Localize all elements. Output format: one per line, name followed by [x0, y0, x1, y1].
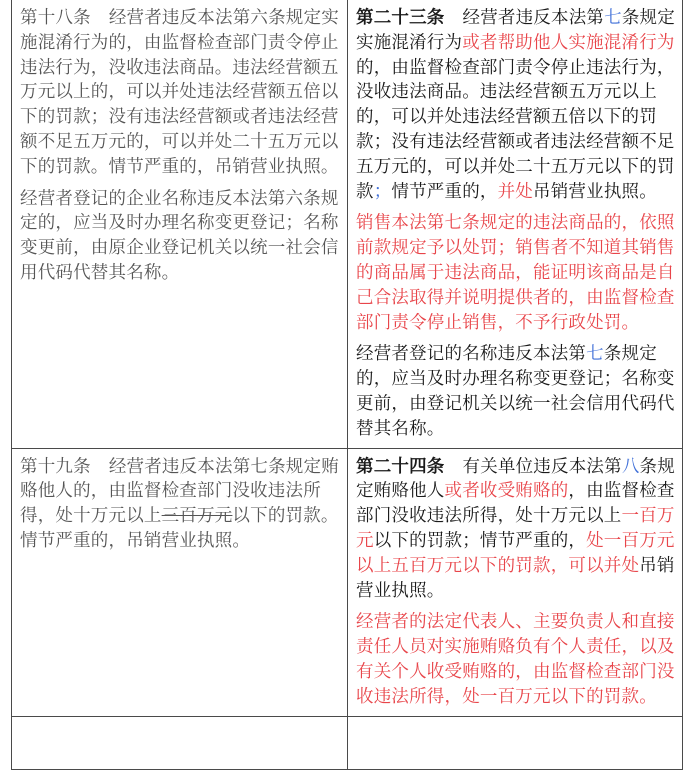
- article-text: 情节严重的，: [391, 181, 498, 202]
- article-text: 条规定实施混淆行为: [356, 8, 675, 53]
- new-article-23-paragraph-1: [356, 6, 675, 204]
- article-number: 第二十三条: [356, 8, 445, 28]
- table-row: [12, 448, 683, 716]
- table-row: [12, 716, 683, 769]
- new-article-24-cell: [348, 448, 683, 716]
- article-text: ，由监督检查部门没收违法所得，处十万元以上: [356, 481, 675, 527]
- old-article-18-paragraph-2: 经营者登记的企业名称违反本法第六条规定的，应当及时办理名称变更登记；名称变更前，由原企业登记机关以统一社会信用代码代替其名称。: [20, 188, 339, 283]
- changed-text: 七: [586, 344, 604, 365]
- new-article-24-paragraph-1: [356, 455, 675, 604]
- article-number: 第十九条: [20, 456, 91, 477]
- article-text: 经营者违反本法第: [462, 8, 605, 28]
- added-text: 并处: [497, 181, 534, 202]
- article-text: 吊销营业执照。: [356, 555, 675, 601]
- old-next-article-cell: [12, 716, 348, 769]
- added-text: 一百万元: [356, 506, 675, 551]
- new-article-23-cell: [348, 0, 683, 448]
- new-article-24-paragraph-2: 经营者的法定代表人、主要负责人和直接责任人员对实施贿赂负有个人责任，以及有关个人收受贿赂的，由监督检查部门没收违法所得，处一百万元以下的罚款。: [356, 612, 675, 707]
- changed-text: ；: [373, 181, 392, 202]
- new-article-23-paragraph-3: [356, 342, 675, 441]
- article-text: 以下的罚款。情节严重的，吊销营业执照。: [20, 506, 339, 551]
- new-next-article-cell: [348, 716, 683, 769]
- article-text: 经营者违反本法第六条规定实施混淆行为的，由监督检查部门责令停止违法行为，没收违法商品。违法经营额五万元以上的，可以并处违法经营额五倍以下的罚款；没有违法经营额或者违法经营额不足五万元的，可以并处二十五万元以下的罚款。情节严重的，吊销营业执照。: [20, 8, 339, 177]
- old-article-19-paragraph-1: [20, 455, 340, 554]
- article-text: 条规定的，应当及时办理名称变更登记；名称变更前，由登记机关以统一社会信用代码代替其名称。: [356, 344, 675, 439]
- article-number: 第十八条: [20, 8, 91, 28]
- old-article-18-paragraph-1: [20, 6, 340, 180]
- article-text: 吊销营业执照。: [533, 181, 657, 202]
- added-text: 或者收受贿赂的: [444, 481, 569, 502]
- article-text: 以下的罚款；情节严重的，: [373, 530, 587, 551]
- old-article-19-cell: [12, 448, 348, 716]
- changed-text: 七: [604, 8, 622, 28]
- article-text: 有关单位违反本法第: [462, 456, 622, 477]
- added-text: 或者帮助他人实施混淆行为: [462, 32, 675, 53]
- added-text: 处一百万元以上五百万元以下的罚款，可以并处: [356, 530, 675, 576]
- article-text: 经营者登记的名称违反本法第: [356, 344, 587, 365]
- article-number: 第二十四条: [356, 456, 445, 477]
- old-article-18-cell: [12, 0, 348, 448]
- new-article-23-paragraph-2: 销售本法第七条规定的违法商品的，依照前款规定予以处罚；销售者不知道其销售的商品属于违法商品，能证明该商品是自己合法取得并说明提供者的，由监督检查部门责令停止销售，不予行政处罚。: [356, 213, 675, 333]
- changed-text: 八: [621, 456, 640, 477]
- article-text: 经营者违反本法第七条规定贿赂他人的，由监督检查部门没收违法所得，处十万元以上: [20, 456, 339, 527]
- deleted-text: 三百万元: [161, 506, 233, 527]
- comparison-table: [11, 0, 683, 770]
- article-text: 的，由监督检查部门责令停止违法行为，没收违法商品。违法经营额五万元以上的，可以并处违法经营额五倍以下的罚款；没有违法经营额或者违法经营额不足五万元的，可以并处二十五万元以下的罚款: [356, 57, 675, 202]
- article-text: 条规定贿赂他人: [356, 456, 675, 502]
- table-row: [12, 0, 683, 448]
